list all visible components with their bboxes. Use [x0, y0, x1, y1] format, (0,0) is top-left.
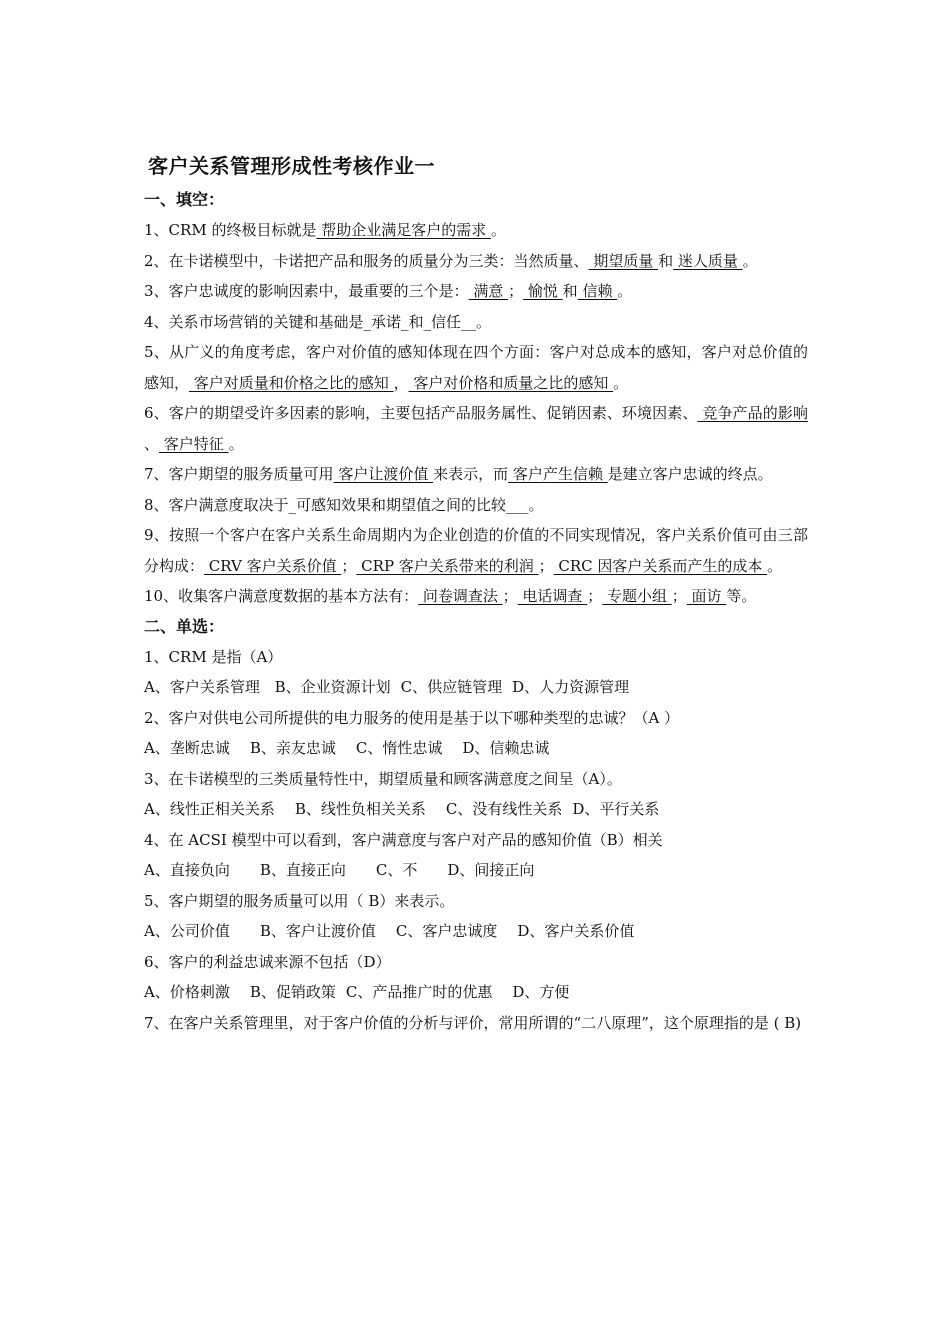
mc-options: A、线性正相关关系 B、线性负相关关系 C、没有线性关系 D、平行关系 [144, 800, 660, 818]
question-2: 2、在卡诺模型中，卡诺把产品和服务的质量分为三类：当然质量、 期望质量 和 迷人质量 。 [144, 251, 758, 270]
section-heading-single-choice: 二、单选： [144, 616, 225, 636]
mc-question: 3、在卡诺模型的三类质量特性中，期望质量和顾客满意度之间呈（A）。 [144, 769, 622, 788]
question-7: 7、客户期望的服务质量可用 客户让渡价值 来表示，而 客户产生信赖 是建立客户忠诚的终点。 [144, 465, 773, 483]
mc-options: A、垄断忠诚 B、亲友忠诚 C、惰性忠诚 D、信赖忠诚 [144, 739, 550, 757]
section-heading-fill-blank: 一、填空： [144, 190, 225, 209]
question-8: 8、客户满意度取决于_可感知效果和期望值之间的比较___。 [144, 495, 544, 514]
mc-options: A、价格刺激 B、促销政策 C、产品推广时的优惠 D、方便 [144, 983, 570, 1001]
mc-question: 1、CRM 是指（A） [144, 647, 283, 666]
question-3: 3、客户忠诚度的影响因素中，最重要的三个是： 满意 ； 愉悦 和 信赖 。 [144, 282, 633, 300]
mc-question: 5、客户期望的服务质量可以用（ B）来表示。 [144, 891, 455, 910]
question-1: 1、CRM 的终极目标就是 帮助企业满足客户的需求 。 [144, 221, 507, 239]
document-page [144, 150, 808, 1038]
mc-question: 7、在客户关系管理里，对于客户价值的分析与评价，常用所谓的“二八原理”，这个原理指的是 ( B) [144, 1013, 802, 1032]
question-9: 9、按照一个客户在客户关系生命周期内为企业创造的价值的不同实现情况，客户关系价值可由三部分构成： CRV 客户关系价值 ； CRP 客户关系带来的利润 ； CRC 因客户关系而产生的成本 。 [144, 526, 808, 575]
mc-options: A、直接负向 B、直接正向 C、不 D、间接正向 [144, 861, 535, 879]
mc-options: A、公司价值 B、客户让渡价值 C、客户忠诚度 D、客户关系价值 [144, 922, 635, 940]
question-6: 6、客户的期望受许多因素的影响，主要包括产品服务属性、促销因素、环境因素、 竞争产品的影响 、 客户特征 。 [144, 404, 808, 453]
mc-question: 2、客户对供电公司所提供的电力服务的使用是基于以下哪种类型的忠诚？（A ） [144, 708, 680, 727]
question-4: 4、关系市场营销的关键和基础是_承诺_和_信任__。 [144, 312, 492, 331]
question-10: 10、收集客户满意度数据的基本方法有： 问卷调查法 ； 电话调查 ； 专题小组 ； 面访 等。 [144, 587, 757, 605]
mc-question: 6、客户的利益忠诚来源不包括（D） [144, 952, 391, 971]
document-title: 客户关系管理形成性考核作业一 [148, 154, 435, 178]
question-5: 5、从广义的角度考虑，客户对价值的感知体现在四个方面：客户对总成本的感知，客户对总价值的感知， 客户对质量和价格之比的感知 ， 客户对价格和质量之比的感知 。 [144, 343, 808, 392]
mc-options: A、客户关系管理 B、企业资源计划 C、供应链管理 D、人力资源管理 [144, 678, 630, 696]
mc-question: 4、在 ACSI 模型中可以看到，客户满意度与客户对产品的感知价值（B）相关 [144, 830, 663, 849]
